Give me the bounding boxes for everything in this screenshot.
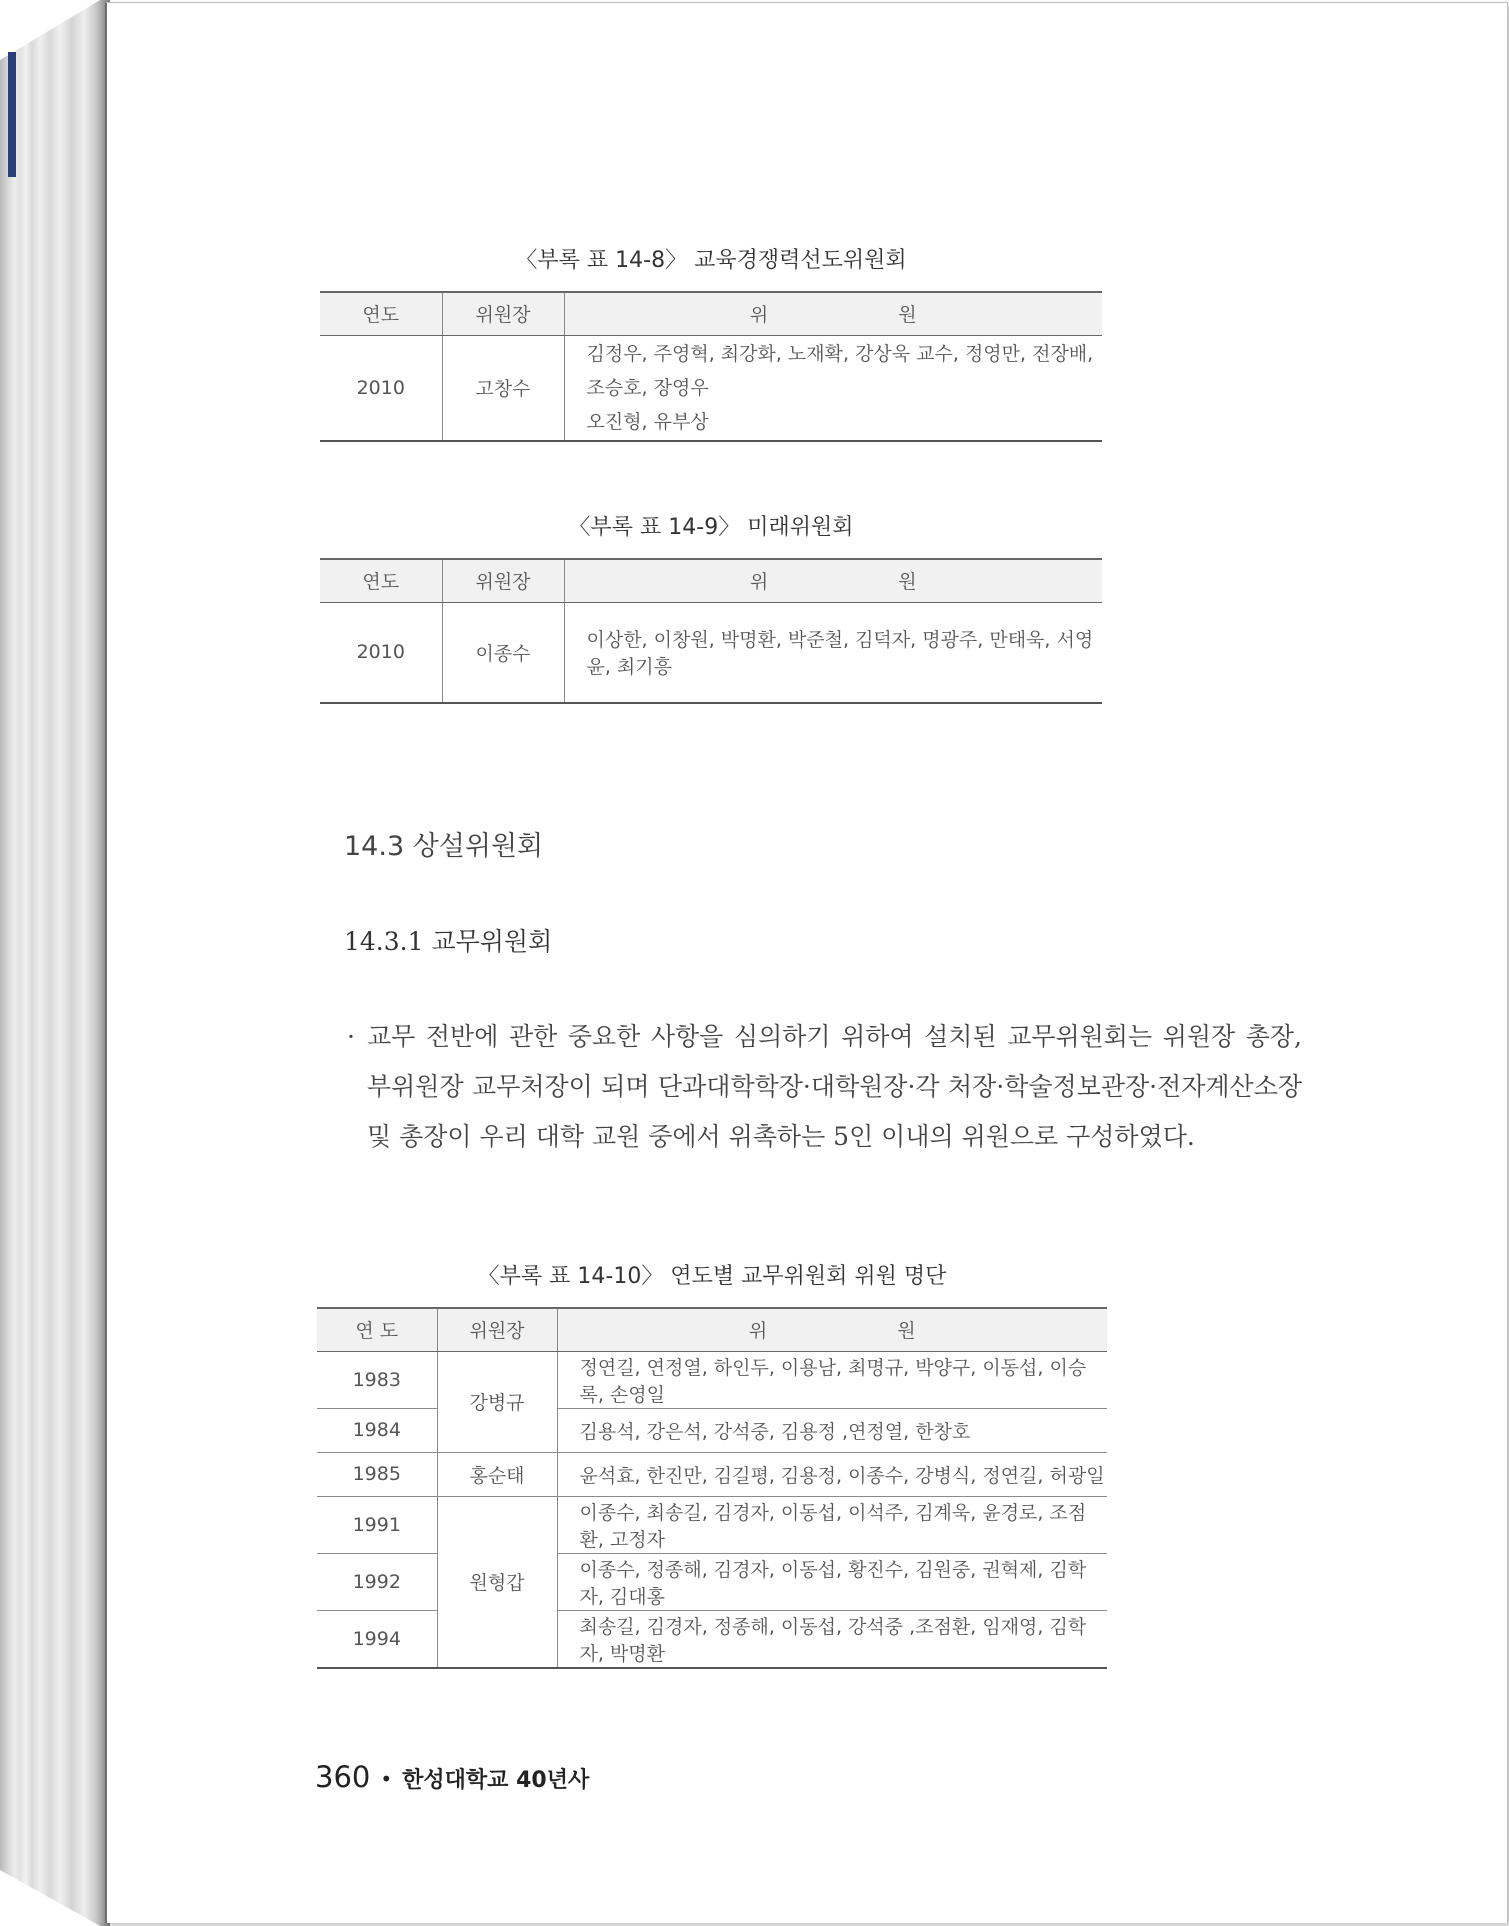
cell-year: 1992 [317, 1553, 437, 1610]
page-footer [315, 1760, 589, 1794]
table-row [317, 1408, 1107, 1452]
table-row [317, 1452, 1107, 1496]
cell-year: 2010 [320, 602, 442, 703]
table-row [317, 1351, 1107, 1408]
cell-chair: 강병규 [437, 1351, 557, 1452]
header-members: 위 원 [557, 1308, 1107, 1351]
section-heading: 14.3 상설위원회 [344, 831, 544, 862]
paragraph-text: 교무 전반에 관한 중요한 사항을 심의하기 위하여 설치된 교무위원회는 위원장 총장, 부위원장 교무처장이 되며 단과대학학장·대학원장·각 처장·학술정보관장·전자계산소장 및 총장이 우리 대학 교원 중에서 위촉하는 5인 이내의 위원으로 구성하였다. [367, 1022, 1302, 1151]
table-row [317, 1553, 1107, 1610]
page-number: 360 [315, 1760, 371, 1794]
cell-chair: 이종수 [442, 602, 564, 703]
table-caption-14-9: 〈부록 표 14-9〉 미래위원회 [568, 515, 854, 540]
header-chair: 위원장 [437, 1308, 557, 1351]
book-page-edges [0, 0, 110, 1926]
members-line: 오진형, 유부상 [586, 410, 709, 433]
cell-year: 1994 [317, 1610, 437, 1668]
cell-members: 윤석효, 한진만, 김길평, 김용정, 이종수, 강병식, 정연길, 허광일 [557, 1452, 1107, 1496]
cell-members: 최송길, 김경자, 정종해, 이동섭, 강석중 ,조점환, 임재영, 김학자, 박명환 [557, 1610, 1107, 1668]
table-caption-14-10: 〈부록 표 14-10〉 연도별 교무위원회 위원 명단 [477, 1264, 947, 1289]
cell-year: 1991 [317, 1496, 437, 1553]
header-chair: 위원장 [442, 292, 564, 335]
footer-separator: • [380, 1767, 393, 1791]
header-chair: 위원장 [442, 559, 564, 602]
cell-members: 이상한, 이창원, 박명환, 박준철, 김덕자, 명광주, 만태욱, 서영윤, 최기흥 [564, 602, 1102, 703]
table-row [317, 1610, 1107, 1668]
bullet-mark: · [347, 1022, 355, 1051]
header-members: 위 원 [564, 292, 1102, 335]
cell-members: 김용석, 강은석, 강석중, 김용정 ,연정열, 한창호 [557, 1408, 1107, 1452]
cell-chair: 홍순태 [437, 1452, 557, 1496]
cell-year: 1985 [317, 1452, 437, 1496]
table-14-8 [320, 291, 1102, 442]
cell-members: 정연길, 연정열, 하인두, 이용남, 최명규, 박양구, 이동섭, 이승록, 손영일 [557, 1351, 1107, 1408]
cell-members [564, 335, 1102, 441]
cell-members: 이종수, 정종해, 김경자, 이동섭, 황진수, 김원중, 권혁제, 김학자, 김대홍 [557, 1553, 1107, 1610]
cell-chair: 고창수 [442, 335, 564, 441]
cell-year: 2010 [320, 335, 442, 441]
spine-accent [8, 52, 16, 177]
book-page [105, 2, 1508, 1923]
header-year: 연 도 [317, 1308, 437, 1351]
cell-year: 1984 [317, 1408, 437, 1452]
header-members: 위 원 [564, 559, 1102, 602]
members-line: 김정우, 주영혁, 최강화, 노재확, 강상욱 교수, 정영만, 전장배, 조승호, 장영우 [586, 342, 1094, 399]
cell-year: 1983 [317, 1351, 437, 1408]
table-row [317, 1496, 1107, 1553]
table-14-9 [320, 558, 1102, 704]
header-year: 연도 [320, 559, 442, 602]
body-paragraph [347, 1012, 1302, 1162]
subsection-heading: 14.3.1 교무위원회 [344, 927, 553, 956]
book-title: 한성대학교 40년사 [402, 1768, 590, 1793]
table-caption-14-8: 〈부록 표 14-8〉 교육경쟁력선도위원회 [515, 248, 907, 273]
cell-chair: 원형갑 [437, 1496, 557, 1668]
cell-members: 이종수, 최송길, 김경자, 이동섭, 이석주, 김계욱, 윤경로, 조점환, 고정자 [557, 1496, 1107, 1553]
table-14-10 [317, 1307, 1107, 1669]
header-year: 연도 [320, 292, 442, 335]
